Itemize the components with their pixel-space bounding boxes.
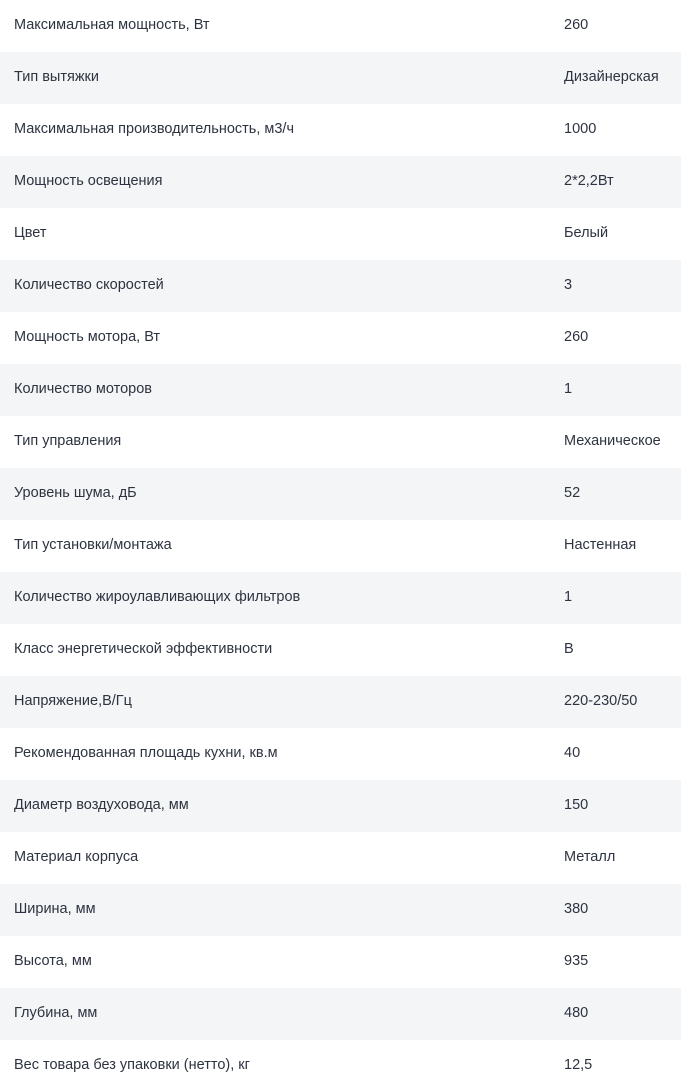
spec-name: Мощность освещения <box>14 173 163 190</box>
table-row <box>0 468 681 520</box>
table-row <box>0 780 681 832</box>
spec-value: 150 <box>564 797 589 814</box>
spec-value: 260 <box>564 329 589 346</box>
spec-value: 260 <box>564 17 589 34</box>
table-row <box>0 364 681 416</box>
table-row <box>0 104 681 156</box>
spec-value: Настенная <box>564 537 637 554</box>
table-row <box>0 312 681 364</box>
spec-name: Уровень шума, дБ <box>14 485 137 502</box>
table-row <box>0 832 681 884</box>
table-row <box>0 728 681 780</box>
table-row <box>0 624 681 676</box>
spec-value: 40 <box>564 745 581 762</box>
table-row <box>0 676 681 728</box>
spec-value: 2*2,2Вт <box>564 173 614 190</box>
spec-value: Металл <box>564 849 616 866</box>
table-row <box>0 416 681 468</box>
spec-name: Количество жироулавливающих фильтров <box>14 589 301 606</box>
spec-name: Мощность мотора, Вт <box>14 329 161 346</box>
spec-value: 220-230/50 <box>564 693 638 710</box>
table-row <box>0 156 681 208</box>
spec-name: Тип установки/монтажа <box>14 537 172 554</box>
spec-name: Цвет <box>14 225 47 242</box>
table-row <box>0 52 681 104</box>
spec-name: Материал корпуса <box>14 849 139 866</box>
spec-name: Тип вытяжки <box>14 69 99 86</box>
spec-value: 380 <box>564 901 589 918</box>
spec-value: 52 <box>564 485 581 502</box>
spec-name: Максимальная производительность, м3/ч <box>14 121 295 138</box>
spec-value: Дизайнерская <box>564 69 659 86</box>
spec-value: 1 <box>564 589 573 606</box>
table-row <box>0 208 681 260</box>
spec-value: 480 <box>564 1005 589 1022</box>
spec-name: Рекомендованная площадь кухни, кв.м <box>14 745 278 762</box>
spec-name: Высота, мм <box>14 953 92 970</box>
spec-value: 1 <box>564 381 573 398</box>
spec-name: Ширина, мм <box>14 901 96 918</box>
spec-name: Диаметр воздуховода, мм <box>14 797 189 814</box>
table-row <box>0 884 681 936</box>
spec-value: B <box>564 641 574 658</box>
spec-name: Напряжение,В/Гц <box>14 693 132 710</box>
spec-value: 1000 <box>564 121 597 138</box>
spec-name: Вес товара без упаковки (нетто), кг <box>14 1057 250 1074</box>
spec-value: 935 <box>564 953 589 970</box>
spec-name: Тип управления <box>14 433 122 450</box>
table-row <box>0 260 681 312</box>
table-row <box>0 572 681 624</box>
spec-name: Максимальная мощность, Вт <box>14 17 210 34</box>
table-row <box>0 936 681 988</box>
spec-value: 12,5 <box>564 1057 593 1074</box>
table-row <box>0 1040 681 1092</box>
table-row <box>0 520 681 572</box>
table-row <box>0 0 681 52</box>
spec-name: Класс энергетической эффективности <box>14 641 273 658</box>
spec-value: 3 <box>564 277 573 294</box>
spec-value: Механическое <box>564 433 661 450</box>
spec-value: Белый <box>564 225 609 242</box>
spec-name: Количество моторов <box>14 381 152 398</box>
table-row <box>0 988 681 1040</box>
spec-name: Глубина, мм <box>14 1005 98 1022</box>
spec-name: Количество скоростей <box>14 277 164 294</box>
